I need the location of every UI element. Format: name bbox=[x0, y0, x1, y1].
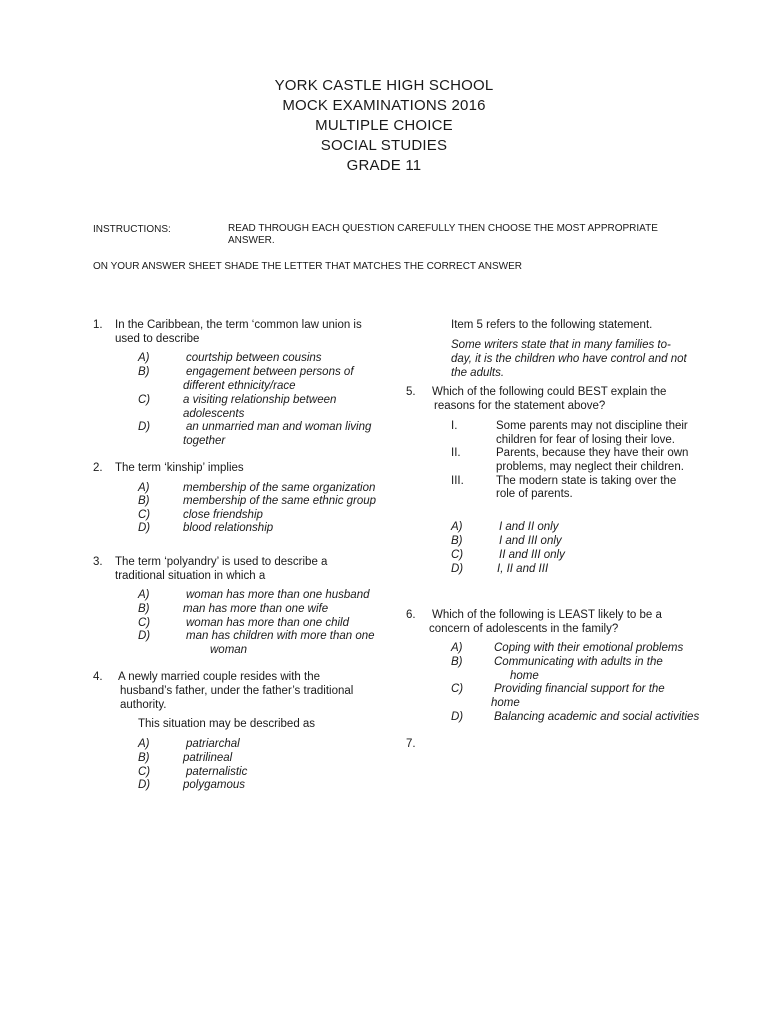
option-text: Communicating with adults in the bbox=[494, 656, 663, 668]
question-text: The term ‘polyandry’ is used to describe a bbox=[115, 556, 328, 568]
statement-text: children for fear of losing their love. bbox=[496, 434, 675, 446]
question-text: concern of adolescents in the family? bbox=[429, 623, 619, 635]
question-stem: This situation may be described as bbox=[138, 718, 316, 730]
option-text: woman bbox=[210, 644, 248, 656]
option-text: Coping with their emotional problems bbox=[494, 642, 684, 654]
question-text: In the Caribbean, the term ‘common law union is bbox=[115, 319, 362, 331]
option-text: paternalistic bbox=[186, 766, 248, 778]
question-text: A newly married couple resides with the bbox=[118, 671, 320, 683]
option-letter: C) bbox=[138, 766, 151, 778]
option-text: patriarchal bbox=[186, 738, 240, 750]
option-letter: B) bbox=[138, 366, 150, 378]
option-letter: B) bbox=[138, 752, 150, 764]
instructions-label: INSTRUCTIONS: bbox=[93, 224, 171, 235]
question-number: 3. bbox=[93, 556, 103, 568]
option-letter: B) bbox=[138, 603, 150, 615]
option-text: a visiting relationship between bbox=[183, 394, 337, 406]
question-7-number: 7. bbox=[406, 738, 416, 750]
option-text: home bbox=[491, 697, 520, 709]
answer-sheet-note: ON YOUR ANSWER SHEET SHADE THE LETTER THAT MATCHES THE CORRECT ANSWER bbox=[93, 261, 522, 272]
exam-title: MOCK EXAMINATIONS 2016 bbox=[282, 97, 486, 114]
option-letter: D) bbox=[138, 779, 151, 791]
option-letter: B) bbox=[451, 656, 463, 668]
option-text: woman has more than one child bbox=[186, 617, 350, 629]
option-letter: C) bbox=[451, 549, 464, 561]
question-text: traditional situation in which a bbox=[115, 570, 266, 582]
statement-text: The modern state is taking over the bbox=[496, 475, 677, 487]
option-letter: A) bbox=[138, 738, 150, 750]
question-text: The term ‘kinship’ implies bbox=[115, 462, 244, 474]
exam-grade: GRADE 11 bbox=[346, 157, 422, 174]
option-letter: D) bbox=[138, 630, 151, 642]
option-letter: B) bbox=[138, 495, 150, 507]
exam-subject: SOCIAL STUDIES bbox=[320, 137, 448, 154]
question-number: 5. bbox=[406, 386, 416, 398]
option-text: man has children with more than one bbox=[186, 630, 375, 642]
option-letter: A) bbox=[138, 352, 150, 364]
option-text: together bbox=[183, 435, 226, 447]
option-text: blood relationship bbox=[183, 522, 274, 534]
option-text: adolescents bbox=[183, 408, 245, 420]
instructions-line-1: READ THROUGH EACH QUESTION CAREFULLY THEN CHOOSE THE MOST APPROPRIATE bbox=[228, 223, 658, 234]
instructions-line-2: ANSWER. bbox=[228, 235, 275, 246]
question-text: Which of the following could BEST explain the bbox=[432, 386, 667, 398]
statement-text: problems, may neglect their children. bbox=[496, 461, 684, 473]
question-text: used to describe bbox=[115, 333, 200, 345]
option-text: patrilineal bbox=[183, 752, 233, 764]
option-letter: C) bbox=[138, 394, 151, 406]
question-number: 1. bbox=[93, 319, 103, 331]
question-text: husband’s father, under the father’s traditional bbox=[120, 685, 354, 697]
statement-numeral: II. bbox=[451, 447, 461, 459]
statement-numeral: I. bbox=[451, 420, 458, 432]
option-text: an unmarried man and woman living bbox=[186, 421, 372, 433]
option-letter: C) bbox=[138, 617, 151, 629]
option-text: different ethnicity/race bbox=[183, 380, 296, 392]
option-letter: B) bbox=[451, 535, 463, 547]
statement-text: Parents, because they have their own bbox=[496, 447, 689, 459]
option-text: I and II only bbox=[499, 521, 559, 533]
option-text: woman has more than one husband bbox=[186, 589, 370, 601]
option-text: Providing financial support for the bbox=[494, 683, 665, 695]
exam-type: MULTIPLE CHOICE bbox=[315, 117, 453, 134]
option-letter: C) bbox=[451, 683, 464, 695]
option-letter: C) bbox=[138, 509, 151, 521]
option-text: man has more than one wife bbox=[183, 603, 329, 615]
option-text: I, II and III bbox=[497, 563, 549, 575]
question-number: 2. bbox=[93, 462, 103, 474]
option-letter: A) bbox=[451, 521, 463, 533]
option-text: polygamous bbox=[183, 779, 246, 791]
stimulus-intro: Item 5 refers to the following statement. bbox=[451, 319, 653, 331]
option-text: home bbox=[510, 670, 539, 682]
exam-header bbox=[0, 76, 768, 176]
option-text: courtship between cousins bbox=[186, 352, 322, 364]
question-text: reasons for the statement above? bbox=[434, 400, 606, 412]
option-letter: D) bbox=[138, 421, 151, 433]
stimulus-quote: the adults. bbox=[451, 367, 505, 379]
option-letter: D) bbox=[451, 711, 464, 723]
statement-numeral: III. bbox=[451, 475, 464, 487]
option-letter: D) bbox=[451, 563, 464, 575]
question-text: Which of the following is LEAST likely to be a bbox=[432, 609, 662, 621]
school-name: YORK CASTLE HIGH SCHOOL bbox=[274, 77, 494, 94]
question-text: authority. bbox=[120, 699, 167, 711]
option-letter: A) bbox=[138, 482, 150, 494]
question-number: 6. bbox=[406, 609, 416, 621]
option-text: membership of the same organization bbox=[183, 482, 376, 494]
stimulus-quote: day, it is the children who have control and not bbox=[451, 353, 687, 365]
option-letter: A) bbox=[451, 642, 463, 654]
option-letter: D) bbox=[138, 522, 151, 534]
question-number: 4. bbox=[93, 671, 103, 683]
option-text: close friendship bbox=[183, 509, 263, 521]
option-text: Balancing academic and social activities bbox=[494, 711, 700, 723]
option-text: II and III only bbox=[499, 549, 565, 561]
option-text: engagement between persons of bbox=[186, 366, 354, 378]
option-text: I and III only bbox=[499, 535, 562, 547]
statement-text: role of parents. bbox=[496, 488, 573, 500]
option-letter: A) bbox=[138, 589, 150, 601]
statement-text: Some parents may not discipline their bbox=[496, 420, 688, 432]
option-text: membership of the same ethnic group bbox=[183, 495, 377, 507]
stimulus-quote: Some writers state that in many families to- bbox=[451, 339, 671, 351]
